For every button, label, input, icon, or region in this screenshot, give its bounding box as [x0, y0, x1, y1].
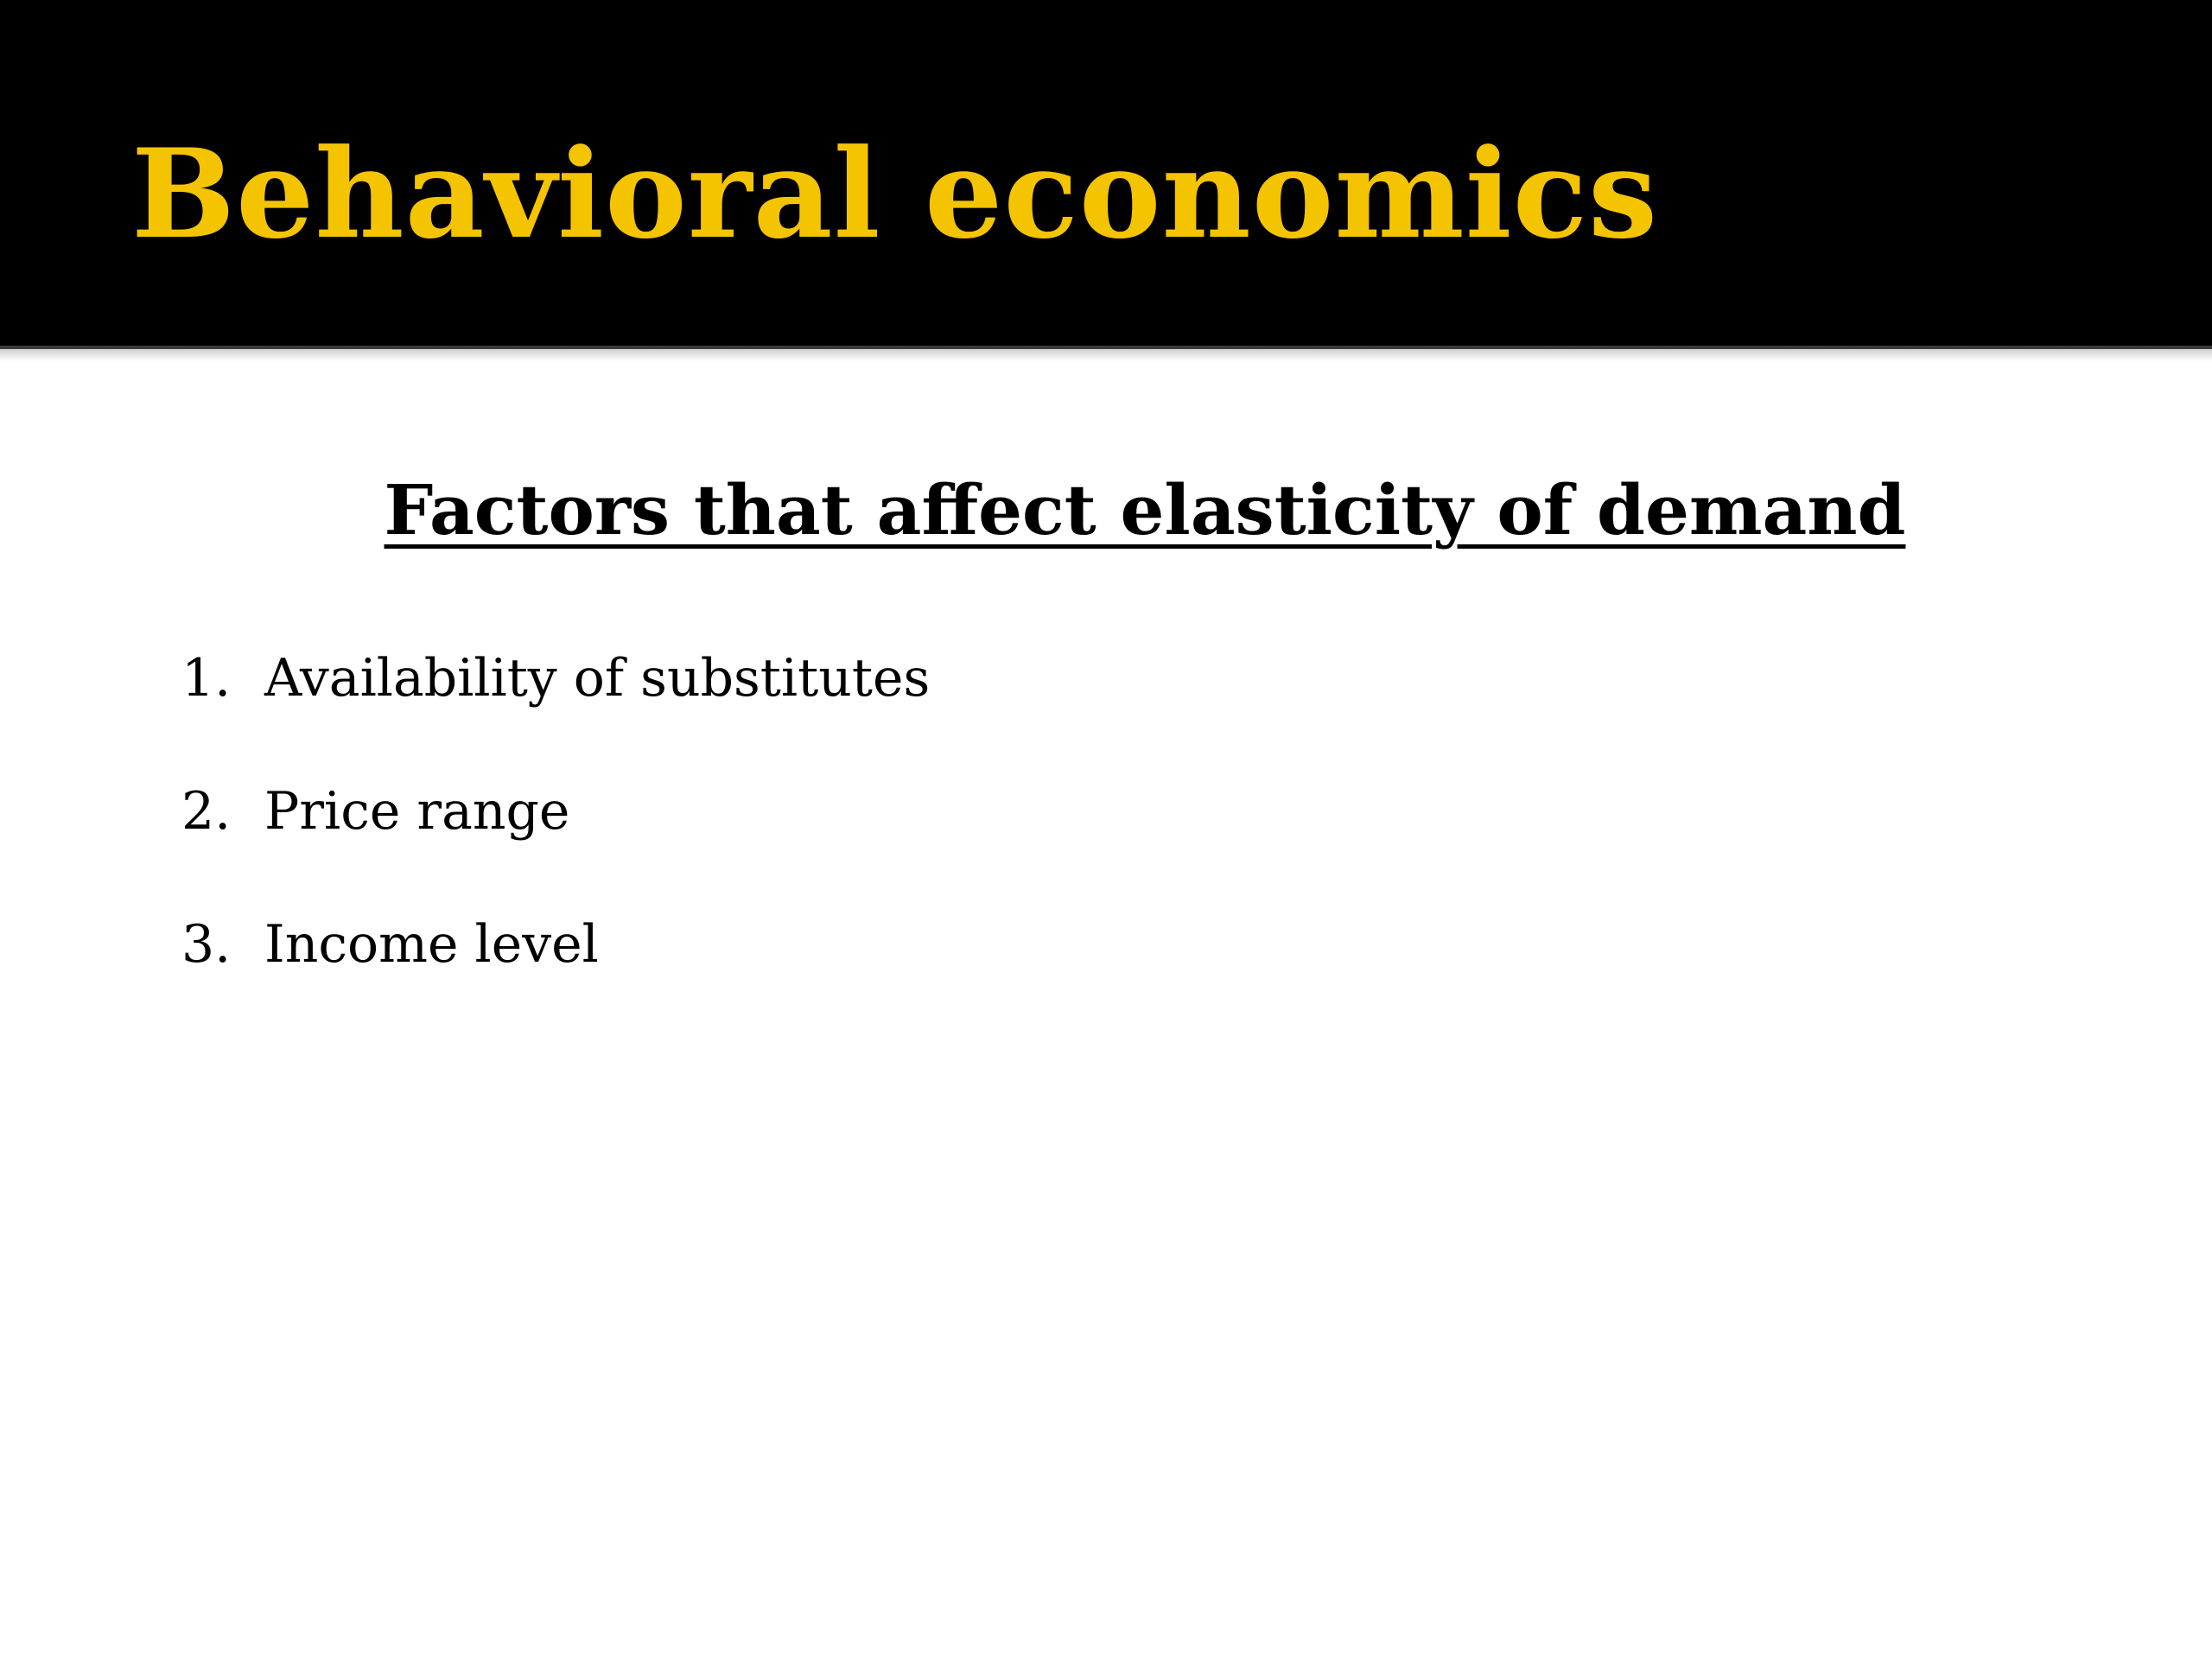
- list-item-number: 3.: [181, 914, 232, 975]
- slide-title: Behavioral economics: [131, 123, 1659, 266]
- title-bar: [0, 0, 2212, 346]
- list-item-number: 2.: [181, 781, 232, 842]
- slide-subtitle: Factors that affect elasticity of demand: [384, 469, 1906, 550]
- list-item-text: Income level: [264, 914, 599, 975]
- title-divider-shadow: [0, 349, 2212, 361]
- list-item-number: 1.: [181, 648, 232, 709]
- list-item-text: Availability of substitutes: [264, 648, 931, 709]
- list-item-text: Price range: [264, 781, 570, 842]
